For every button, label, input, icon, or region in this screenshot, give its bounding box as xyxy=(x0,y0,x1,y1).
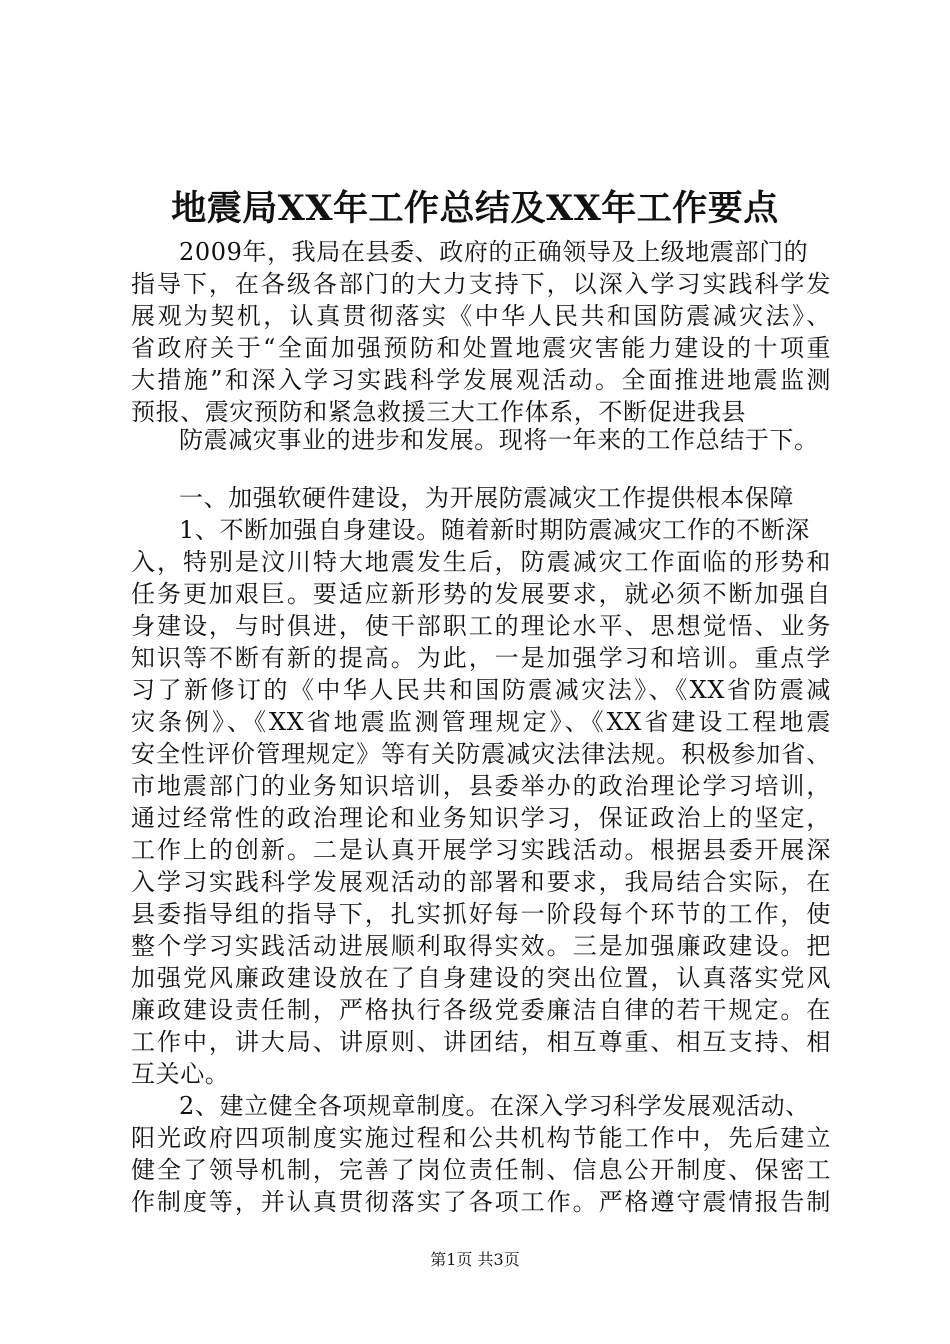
body-line: 健全了领导机制，完善了岗位责任制、信息公开制度、保密工 xyxy=(131,1156,831,1184)
body-line: 2、建立健全各项规章制度。在深入学习科学发展观活动、 xyxy=(179,1092,810,1120)
body-line: 阳光政府四项制度实施过程和公共机构节能工作中，先后建立 xyxy=(131,1124,831,1152)
body-line: 展观为契机，认真贯彻落实《中华人民共和国防震减灾法》、 xyxy=(131,302,831,330)
body-line: 工作中，讲大局、讲原则、讲团结，相互尊重、相互支持、相 xyxy=(131,1028,831,1056)
body-line: 任务更加艰巨。要适应新形势的发展要求，就必须不断加强自 xyxy=(131,580,831,608)
document-title: 地震局XX年工作总结及XX年工作要点 xyxy=(171,188,779,229)
body-line: 指导下，在各级各部门的大力支持下，以深入学习实践科学发 xyxy=(131,270,831,298)
body-line: 习了新修订的《中华人民共和国防震减灾法》、《XX省防震减 xyxy=(131,676,831,704)
page-footer: 第1页 共3页 xyxy=(430,1250,520,1269)
body-line: 整个学习实践活动进展顺利取得实效。三是加强廉政建设。把 xyxy=(131,932,831,960)
body-line: 县委指导组的指导下，扎实抓好每一阶段每个环节的工作，使 xyxy=(131,900,831,928)
body-line: 预报、震灾预防和紧急救援三大工作体系，不断促进我县 xyxy=(131,398,746,426)
body-line: 作制度等，并认真贯彻落实了各项工作。严格遵守震情报告制 xyxy=(131,1188,831,1216)
body-line: 安全性评价管理规定》等有关防震减灾法律法规。积极参加省、 xyxy=(131,740,831,768)
section-heading: 一、加强软硬件建设，为开展防震减灾工作提供根本保障 xyxy=(179,484,794,512)
body-line: 廉政建设责任制，严格执行各级党委廉洁自律的若干规定。在 xyxy=(131,996,831,1024)
body-line: 加强党风廉政建设放在了自身建设的突出位置，认真落实党风 xyxy=(131,964,831,992)
body-line: 入，特别是汶川特大地震发生后，防震减灾工作面临的形势和 xyxy=(131,548,831,576)
body-line: 工作上的创新。二是认真开展学习实践活动。根据县委开展深 xyxy=(131,836,831,864)
body-line: 互关心。 xyxy=(131,1060,230,1088)
body-line: 1、不断加强自身建设。随着新时期防震减灾工作的不断深 xyxy=(179,516,810,544)
body-line: 入学习实践科学发展观活动的部署和要求，我局结合实际，在 xyxy=(131,868,831,896)
body-line: 灾条例》、《XX省地震监测管理规定》、《XX省建设工程地震 xyxy=(131,708,831,736)
body-line: 身建设，与时俱进，使干部职工的理论水平、思想觉悟、业务 xyxy=(131,612,831,640)
body-line: 2009年，我局在县委、政府的正确领导及上级地震部门的 xyxy=(179,238,809,266)
body-line: 省政府关于“全面加强预防和处置地震灾害能力建设的十项重 xyxy=(131,334,831,362)
body-line: 防震减灾事业的进步和发展。现将一年来的工作总结于下。 xyxy=(179,426,819,454)
body-line: 知识等不断有新的提高。为此，一是加强学习和培训。重点学 xyxy=(131,644,831,672)
body-line: 通过经常性的政治理论和业务知识学习，保证政治上的坚定， xyxy=(131,804,831,832)
body-line: 市地震部门的业务知识培训，县委举办的政治理论学习培训， xyxy=(131,772,831,800)
body-line: 大措施”和深入学习实践科学发展观活动。全面推进地震监测 xyxy=(131,366,831,394)
